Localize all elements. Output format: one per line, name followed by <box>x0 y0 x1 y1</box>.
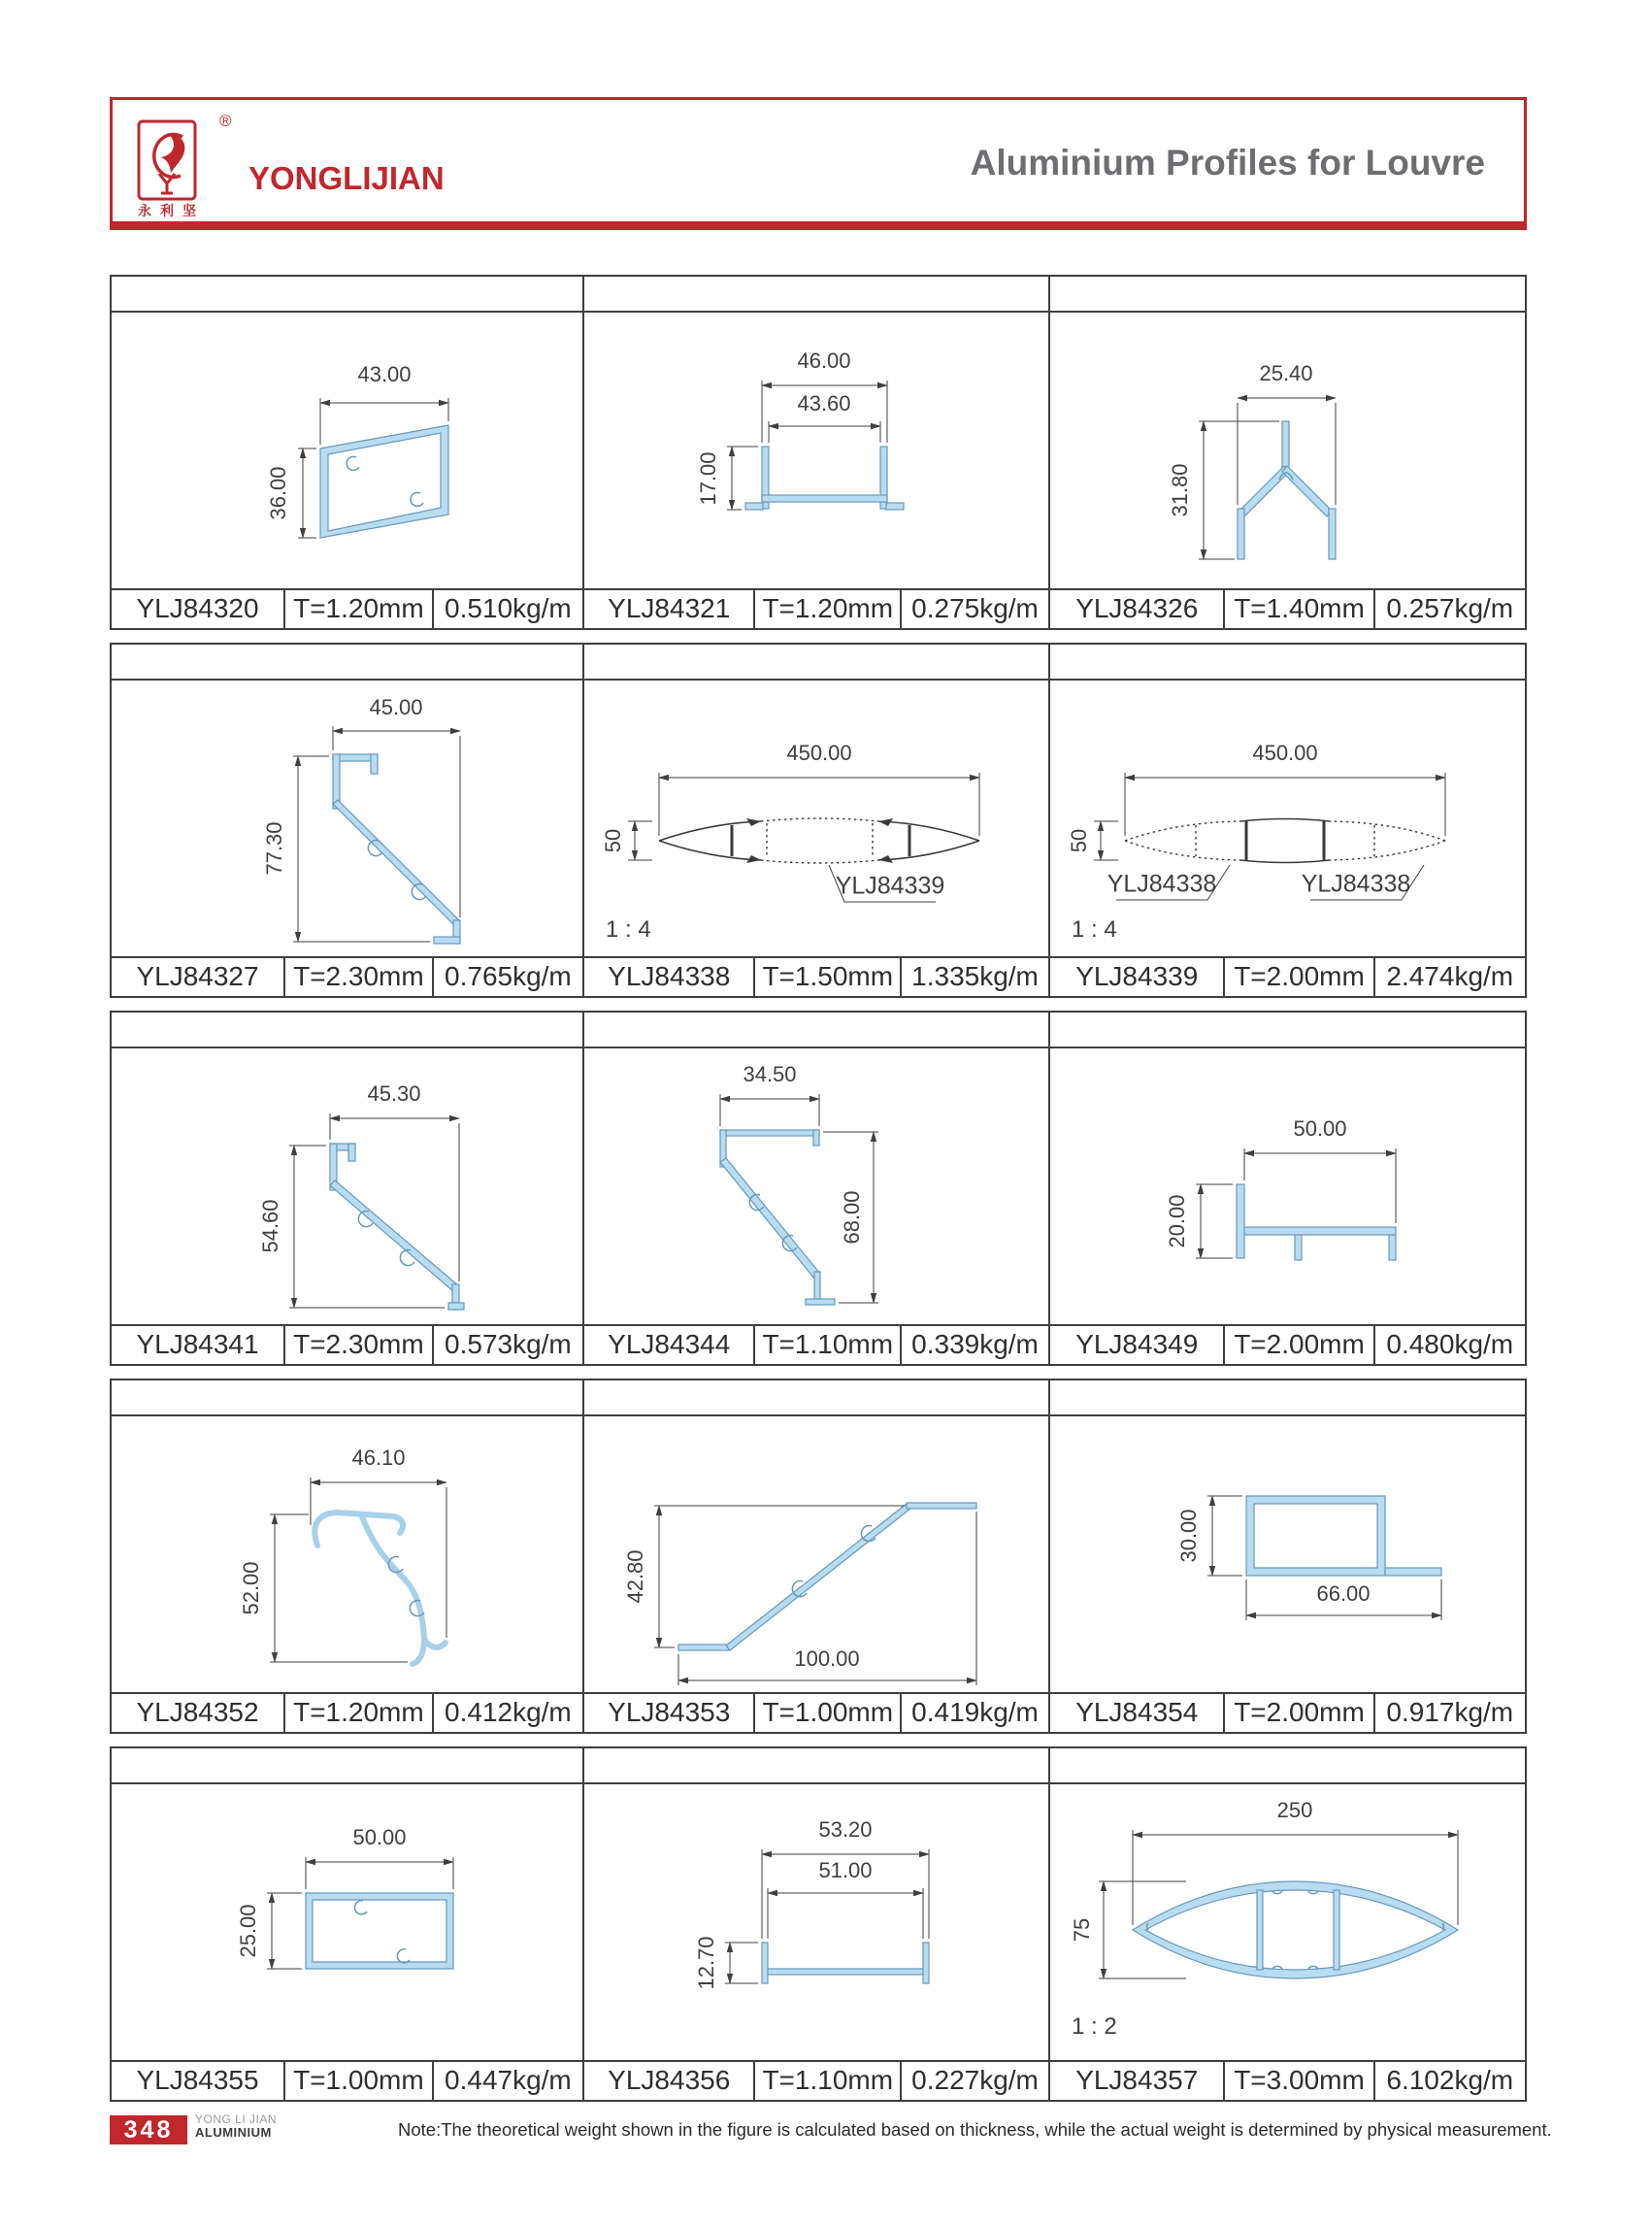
dim-left-label: 54.60 <box>258 1199 282 1253</box>
dim-left-label: 12.70 <box>694 1936 718 1990</box>
footer-brand <box>195 2113 277 2139</box>
callout-label: YLJ84339 <box>835 872 945 900</box>
profile-cell-ylj84327 <box>110 643 584 998</box>
info-row <box>1050 1324 1525 1364</box>
grid-row-4 <box>110 1379 1527 1734</box>
grid-row-2 <box>110 643 1527 998</box>
profile-drawing-ylj84321 <box>584 313 1048 588</box>
dim-top-label: 45.30 <box>367 1081 421 1106</box>
dim-top-label: 50.00 <box>1293 1116 1347 1141</box>
profile-thickness: T=1.00mm <box>753 1694 900 1732</box>
profile-drawing-ylj84349 <box>1050 1048 1525 1324</box>
page-title: Aluminium Profiles for Louvre <box>970 143 1485 183</box>
profile-drawing-ylj84326 <box>1050 313 1525 588</box>
profile-thickness: T=2.00mm <box>1223 1694 1372 1732</box>
cell-top-strip <box>112 1748 582 1784</box>
cell-top-strip <box>112 277 582 313</box>
profile-weight: 0.917kg/m <box>1373 1694 1525 1732</box>
company-logo <box>136 114 243 218</box>
cell-top-strip <box>112 645 582 681</box>
profile-cell-ylj84353 <box>582 1379 1050 1734</box>
profile-cell-ylj84352 <box>110 1379 584 1734</box>
profile-drawing-ylj84344 <box>584 1048 1048 1324</box>
info-row <box>112 588 582 628</box>
profile-shape <box>1238 421 1336 559</box>
profile-weight: 0.275kg/m <box>900 590 1048 628</box>
profile-weight: 2.474kg/m <box>1373 958 1525 996</box>
dim-left-label: 20.00 <box>1165 1194 1189 1248</box>
profile-weight: 0.339kg/m <box>900 1326 1048 1364</box>
profile-code: YLJ84320 <box>136 593 259 623</box>
dim-top-label: 45.00 <box>369 695 423 719</box>
grid-row-5 <box>110 1746 1527 2102</box>
profile-shape <box>659 818 979 863</box>
dim-left-label: 36.00 <box>266 466 290 520</box>
profile-diagram <box>1050 313 1519 588</box>
profile-shape <box>306 1893 453 1969</box>
dim-top-label: 450.00 <box>786 741 852 765</box>
profile-cell-ylj84357 <box>1048 1746 1527 2102</box>
dim-left-label: 31.80 <box>1168 463 1192 517</box>
info-row <box>1050 2060 1525 2100</box>
profile-diagram <box>1050 1784 1519 2060</box>
dim-top-label: 50.00 <box>352 1825 407 1849</box>
profile-thickness: T=2.00mm <box>1223 1326 1372 1364</box>
profile-drawing-ylj84320 <box>112 313 582 588</box>
profile-weight: 1.335kg/m <box>900 958 1048 996</box>
profile-cell-ylj84341 <box>110 1011 584 1366</box>
dim-left-label: 77.30 <box>262 821 286 876</box>
scale-label: 1 : 4 <box>1072 916 1117 943</box>
profile-diagram <box>112 681 580 956</box>
dim-left-label: 50 <box>601 828 625 853</box>
profile-drawing-ylj84339 <box>1050 681 1525 956</box>
profile-shape <box>1246 1496 1441 1576</box>
grid-row-3 <box>110 1011 1527 1366</box>
profile-drawing-ylj84357 <box>1050 1784 1525 2060</box>
dimension-lines <box>1199 398 1336 559</box>
profile-diagram <box>112 1784 580 2060</box>
profile-cell-ylj84344 <box>582 1011 1050 1366</box>
profile-diagram <box>1050 681 1519 956</box>
profile-diagram <box>112 1416 580 1692</box>
profile-shape <box>1125 819 1445 863</box>
cell-top-strip <box>584 277 1048 313</box>
dimension-lines <box>267 1857 453 1969</box>
profile-diagram <box>112 313 580 588</box>
profile-shape <box>320 425 448 538</box>
dim-left-label: 50 <box>1067 828 1091 853</box>
profile-thickness: T=1.50mm <box>753 958 900 996</box>
dim-top2-label: 43.60 <box>797 391 851 415</box>
dim-top-label: 450.00 <box>1252 741 1318 765</box>
profile-thickness: T=1.40mm <box>1223 590 1372 628</box>
profile-cell-ylj84326 <box>1048 275 1527 630</box>
info-row <box>1050 956 1525 996</box>
callout-left-label: YLJ84338 <box>1107 870 1217 898</box>
profile-code: YLJ84338 <box>608 961 731 991</box>
dim-left-label: 42.80 <box>623 1549 647 1604</box>
profile-thickness: T=2.00mm <box>1223 958 1372 996</box>
dim-left-label: 75 <box>1070 1917 1094 1943</box>
profile-code: YLJ84357 <box>1075 2065 1199 2095</box>
profile-thickness: T=1.00mm <box>283 2062 432 2100</box>
cell-top-strip <box>584 1380 1048 1416</box>
profile-cell-ylj84338 <box>582 643 1050 998</box>
cell-top-strip <box>112 1013 582 1048</box>
profile-diagram <box>112 1048 580 1324</box>
scale-label: 1 : 2 <box>1072 2013 1117 2040</box>
profile-thickness: T=1.10mm <box>753 2062 900 2100</box>
dim-top-label: 250 <box>1276 1798 1313 1822</box>
profile-code: YLJ84352 <box>136 1697 259 1727</box>
profile-thickness: T=2.30mm <box>283 958 432 996</box>
profile-drawing-ylj84354 <box>1050 1416 1525 1692</box>
profile-drawing-ylj84338 <box>584 681 1048 956</box>
profile-weight: 0.510kg/m <box>432 590 582 628</box>
cell-top-strip <box>584 1748 1048 1784</box>
profile-weight: 0.257kg/m <box>1373 590 1525 628</box>
cell-top-strip <box>1050 1748 1525 1784</box>
profile-shape <box>330 1144 464 1310</box>
profile-code: YLJ84341 <box>136 1329 259 1359</box>
dim-left-label: 30.00 <box>1176 1509 1201 1563</box>
info-row <box>1050 588 1525 628</box>
profile-drawing-ylj84352 <box>112 1416 582 1692</box>
profile-shape <box>678 1503 976 1650</box>
profile-shape <box>762 1943 929 1983</box>
dim-top-label: 46.10 <box>351 1446 406 1470</box>
dim-top-label: 46.00 <box>797 349 851 373</box>
scale-label: 1 : 4 <box>606 916 651 943</box>
dim-top-label: 53.20 <box>818 1817 873 1842</box>
profile-weight: 0.765kg/m <box>432 958 582 996</box>
dim-top2-label: 51.00 <box>818 1858 873 1882</box>
info-row <box>584 588 1048 628</box>
profile-cell-ylj84354 <box>1048 1379 1527 1734</box>
cell-top-strip <box>584 1013 1048 1048</box>
profile-shape <box>720 1130 835 1305</box>
info-row <box>584 956 1048 996</box>
profile-weight: 0.573kg/m <box>432 1326 582 1364</box>
footer-brand-line1: YONG LI JIAN <box>195 2112 278 2126</box>
profile-code: YLJ84344 <box>608 1329 731 1359</box>
dim-left-label: 52.00 <box>239 1561 263 1615</box>
footer-brand-line2: ALUMINIUM <box>195 2124 272 2140</box>
profile-cell-ylj84349 <box>1048 1011 1527 1366</box>
profile-cell-ylj84339 <box>1048 643 1527 998</box>
profile-diagram <box>584 1048 1053 1324</box>
footer-note: Note:The theoretical weight shown in the figure is calculated based on thickness, while the actual weight is determined by physical measurement. <box>398 2119 1552 2140</box>
dim-top-label: 34.50 <box>743 1062 797 1086</box>
profile-cell-ylj84320 <box>110 275 584 630</box>
info-row <box>112 1324 582 1364</box>
cell-top-strip <box>584 645 1048 681</box>
brand-chinese: 永利坚 <box>138 203 205 218</box>
profile-code: YLJ84327 <box>136 961 259 991</box>
profile-diagram <box>1050 1416 1519 1692</box>
profile-shape <box>314 1512 446 1664</box>
cell-top-strip <box>1050 1380 1525 1416</box>
grid-row-1 <box>110 275 1527 630</box>
dim-bottom-label: 100.00 <box>794 1646 860 1671</box>
dim-bottom-label: 66.00 <box>1316 1581 1371 1606</box>
profile-diagram <box>1050 1048 1519 1324</box>
brand-name: YONGLIJIAN <box>248 160 445 196</box>
profile-drawing-ylj84327 <box>112 681 582 956</box>
profile-code: YLJ84353 <box>608 1697 731 1727</box>
dimension-lines <box>270 1478 446 1662</box>
profile-drawing-ylj84353 <box>584 1416 1048 1692</box>
profile-shape <box>1133 1881 1458 1978</box>
dim-right-label: 68.00 <box>840 1190 864 1245</box>
profile-code: YLJ84326 <box>1075 593 1199 623</box>
profile-cell-ylj84355 <box>110 1746 584 2102</box>
profile-shape <box>1237 1184 1396 1260</box>
profile-code: YLJ84339 <box>1075 961 1199 991</box>
header <box>110 97 1527 230</box>
profile-drawing-ylj84341 <box>112 1048 582 1324</box>
info-row <box>112 1692 582 1732</box>
profile-weight: 0.447kg/m <box>432 2062 582 2100</box>
cell-top-strip <box>1050 1013 1525 1048</box>
info-row <box>112 956 582 996</box>
cell-top-strip <box>1050 645 1525 681</box>
profile-drawing-ylj84356 <box>584 1784 1048 2060</box>
profile-thickness: T=1.20mm <box>283 1694 432 1732</box>
profile-weight: 0.412kg/m <box>432 1694 582 1732</box>
profile-thickness: T=1.20mm <box>283 590 432 628</box>
info-row <box>112 2060 582 2100</box>
profile-code: YLJ84355 <box>136 2065 259 2095</box>
profile-code: YLJ84349 <box>1075 1329 1199 1359</box>
dimension-lines <box>289 1114 459 1308</box>
profile-code: YLJ84356 <box>608 2065 731 2095</box>
profile-weight: 0.227kg/m <box>900 2062 1048 2100</box>
profile-diagram <box>584 681 1053 956</box>
profile-shape <box>745 447 904 510</box>
profile-thickness: T=3.00mm <box>1223 2062 1372 2100</box>
dim-left-label: 25.00 <box>236 1904 260 1958</box>
registered-mark: ® <box>219 112 232 130</box>
info-row <box>1050 1692 1525 1732</box>
profile-code: YLJ84354 <box>1075 1697 1199 1727</box>
profile-thickness: T=1.10mm <box>753 1326 900 1364</box>
profile-weight: 6.102kg/m <box>1373 2062 1525 2100</box>
profile-code: YLJ84321 <box>608 593 731 623</box>
dim-top-label: 25.40 <box>1259 361 1313 385</box>
profile-thickness: T=1.20mm <box>753 590 900 628</box>
dim-left-label: 17.00 <box>696 451 720 506</box>
profile-weight: 0.480kg/m <box>1373 1326 1525 1364</box>
cell-top-strip <box>1050 277 1525 313</box>
dim-top-label: 43.00 <box>357 362 412 386</box>
info-row <box>584 2060 1048 2100</box>
profile-thickness: T=2.30mm <box>283 1326 432 1364</box>
profile-weight: 0.419kg/m <box>900 1694 1048 1732</box>
info-row <box>584 1692 1048 1732</box>
cell-top-strip <box>112 1380 582 1416</box>
profile-cell-ylj84321 <box>582 275 1050 630</box>
profile-drawing-ylj84355 <box>112 1784 582 2060</box>
page-number-badge: 348 <box>110 2115 187 2144</box>
callout-right-label: YLJ84338 <box>1301 870 1411 898</box>
profile-cell-ylj84356 <box>582 1746 1050 2102</box>
profile-shape <box>333 754 460 944</box>
info-row <box>584 1324 1048 1364</box>
